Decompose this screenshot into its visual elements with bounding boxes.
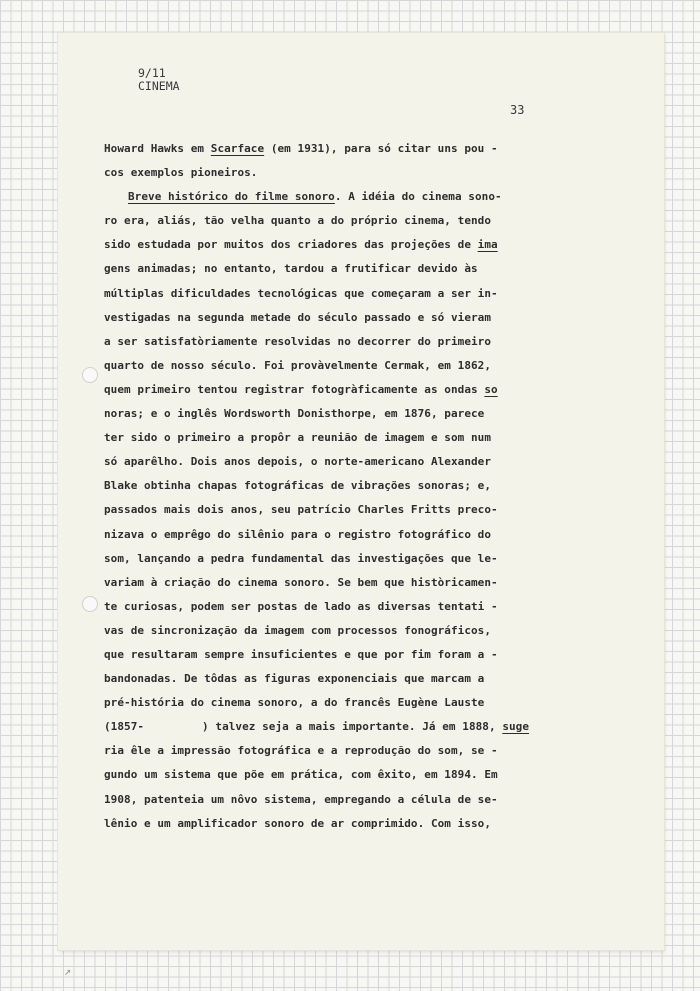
text-line: só aparêlho. Dois anos depois, o norte-americano Alexander [104,455,492,469]
text-line: (1857- ) talvez seja a mais importante. Já em 1888, suge [104,720,530,734]
text-line: pré-história do cinema sonoro, a do francês Eugène Lauste [104,696,485,710]
text-line: sido estudada por muitos dos criadores das projeções de ima [104,238,498,252]
binder-hole-bottom [82,596,98,612]
page-header [138,67,180,93]
text-line: gens animadas; no entanto, tardou a frutificar devido às [104,262,478,276]
text-line: quarto de nosso século. Foi provàvelmente Cermak, em 1862, [104,358,492,372]
text-line: Howard Hawks em Scarface (em 1931), para só citar uns pou - [104,142,498,155]
text-line: a ser satisfatòriamente resolvidas no decorrer do primeiro [104,334,492,348]
text-line: passados mais dois anos, seu patrício Charles Fritts preco- [104,503,498,517]
text-line: quem primeiro tentou registrar fotogràficamente as ondas so [104,382,498,396]
text-line: que resultaram sempre insuficientes e que por fim foram a - [104,647,498,661]
page-number: 33 [510,103,525,117]
text-line: vas de sincronização da imagem com processos fonográficos, [104,623,492,637]
section-title: CINEMA [138,79,180,93]
text-line: cos exemplos pioneiros. [104,166,258,180]
text-line: som, lançando a pedra fundamental das investigações que le- [104,551,498,565]
text-line: bandonadas. De tôdas as figuras exponenciais que marcam a [104,672,485,686]
text-line: nizava o emprêgo do silênio para o registro fotográfico do [104,527,492,541]
film-title: Scarface [210,142,265,155]
binder-hole-top [82,367,98,383]
text-line: Breve histórico do filme sonoro. A idéia do cinema sono- [128,190,502,204]
text-line: ro era, aliás, tão velha quanto a do próprio cinema, tendo [104,214,492,228]
text-line: Blake obtinha chapas fotográficas de vibrações sonoras; e, [104,479,492,493]
text-line: gundo um sistema que põe em prática, com êxito, em 1894. Em [104,768,498,782]
text-line: vestigadas na segunda metade do século passado e só vieram [104,310,492,324]
text-line: te curiosas, podem ser postas de lado as diversas tentati - [104,599,498,613]
text-line: variam à criação do cinema sonoro. Se bem que històricamen- [104,575,498,589]
section-heading: Breve histórico do filme sonoro [128,190,335,204]
text-line: lênio e um amplificador sonoro de ar comprimido. Com isso, [104,816,492,830]
text-line: 1908, patenteia um nôvo sistema, empregando a célula de se- [104,792,498,806]
text-line: ter sido o primeiro a propôr a reunião de imagem e som num [104,431,492,445]
document-code: 9/11 [138,66,166,80]
typed-page [58,33,664,950]
text-line: ria êle a impressão fotográfica e a reprodução do som, se - [104,744,498,758]
scan-edge-mark: ↗ [64,964,72,978]
body-text [104,137,544,836]
text-line: noras; e o inglês Wordsworth Donisthorpe, em 1876, parece [104,407,485,421]
text-line: múltiplas dificuldades tecnológicas que começaram a ser in- [104,286,498,300]
